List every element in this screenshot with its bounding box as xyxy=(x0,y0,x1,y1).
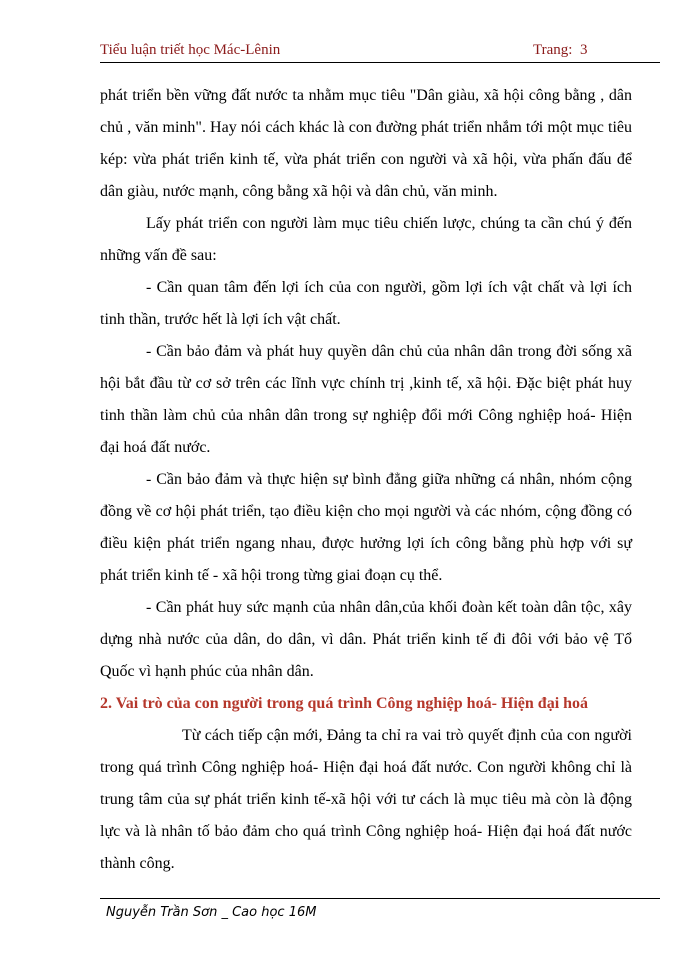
paragraph-strategy-intro: Lấy phát triển con người làm mục tiêu chiến lược, chúng ta cần chú ý đến những vấn đề sau: xyxy=(100,215,632,264)
page-header xyxy=(100,38,660,63)
footer-author: Nguyễn Trần Sơn _ Cao học 16M xyxy=(106,905,317,920)
section-heading: 2. Vai trò của con người trong quá trình Công nghiệp hoá- Hiện đại hoá xyxy=(100,695,589,712)
paragraph-continued: phát triển bền vững đất nước ta nhằm mục tiêu "Dân giàu, xã hội công bằng , dân chủ , văn minh". Hay nói cách khác là con đường phát triển nhắm tới một mục tiêu kép: vừa phát triển kinh tế, vừa phát triển con người và xã hội, vừa phấn đấu để dân giàu, nước mạnh, công bằng xã hội và dân chủ, văn minh. xyxy=(100,87,632,200)
page-footer xyxy=(100,898,660,920)
section-paragraph: Từ cách tiếp cận mới, Đảng ta chỉ ra vai trò quyết định của con người trong quá trình Công nghiệp hoá- Hiện đại hoá đất nước. Con người không chỉ là trung tâm của sự phát triển kinh tế-xã hội với tư cách là mục tiêu mà còn là động lực và là nhân tố bảo đảm cho quá trình Công nghiệp hoá- Hiện đại hoá đất nước thành công. xyxy=(100,727,632,872)
list-item-democracy: - Cần bảo đảm và phát huy quyền dân chủ của nhân dân trong đời sống xã hội bắt đầu từ cơ sở trên các lĩnh vực chính trị ,kinh tế, xã hội. Đặc biệt phát huy tinh thần làm chủ của nhân dân trong sự nghiệp đổi mới Công nghiệp hoá- Hiện đại hoá đất nước. xyxy=(100,343,632,456)
list-item-interests: - Cần quan tâm đến lợi ích của con người, gồm lợi ích vật chất và lợi ích tinh thần, trước hết là lợi ích vật chất. xyxy=(100,279,632,328)
header-page-number: Trang: 3 xyxy=(533,42,588,58)
document-body xyxy=(100,80,632,880)
list-item-national-unity: - Cần phát huy sức mạnh của nhân dân,của khối đoàn kết toàn dân tộc, xây dựng nhà nước của dân, do dân, vì dân. Phát triển kinh tế đi đôi với bảo vệ Tổ Quốc vì hạnh phúc của nhân dân. xyxy=(100,599,632,680)
list-item-equality: - Cần bảo đảm và thực hiện sự bình đẳng giữa những cá nhân, nhóm cộng đồng về cơ hội phát triển, tạo điều kiện cho mọi người và các nhóm, cộng đồng có điều kiện phát triển ngang nhau, được hưởng lợi ích công bằng phù hợp với sự phát triển kinh tế - xã hội trong từng giai đoạn cụ thể. xyxy=(100,471,632,584)
header-title: Tiểu luận triết học Mác-Lênin xyxy=(100,42,281,58)
